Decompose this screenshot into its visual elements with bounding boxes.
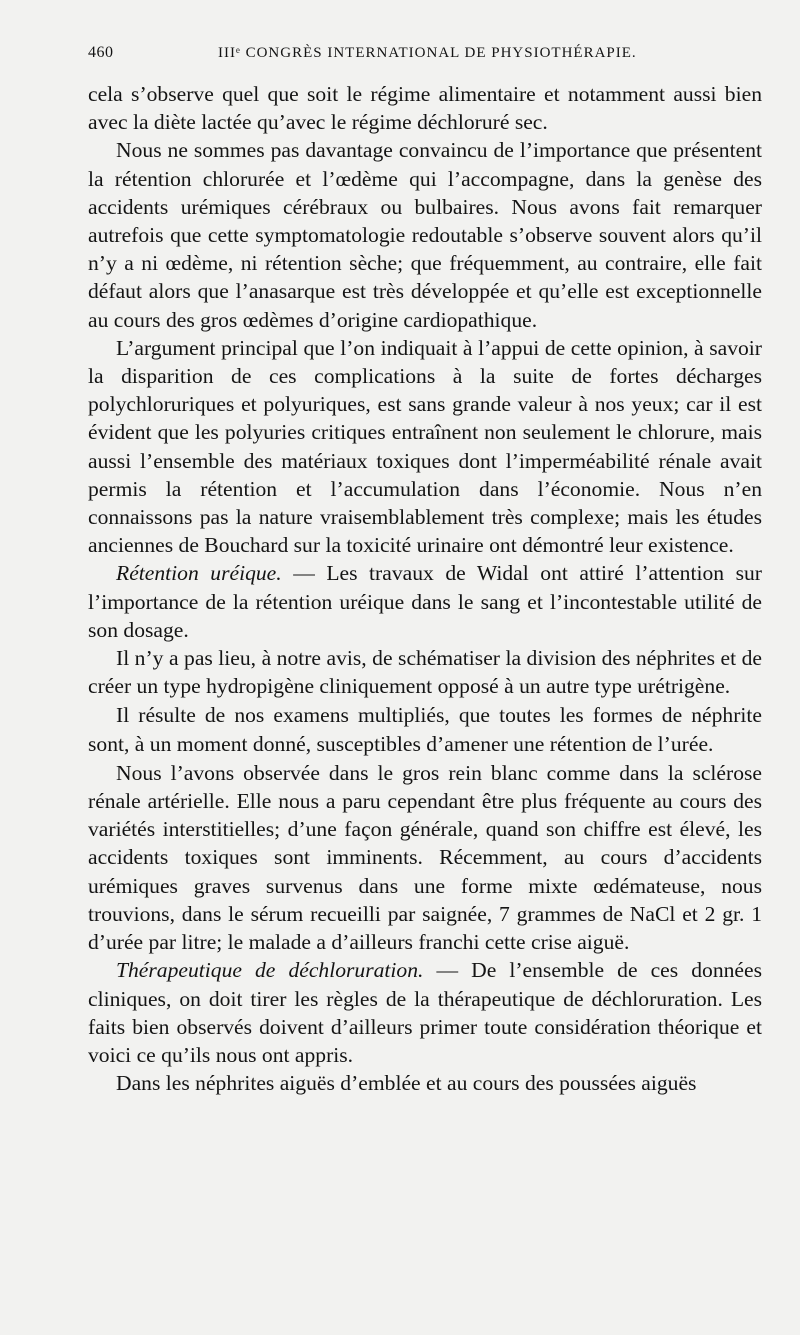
section-heading: Thérapeutique de déchloruration. <box>116 958 424 983</box>
page-number: 460 <box>88 44 114 61</box>
paragraph <box>88 136 762 333</box>
paragraph <box>88 701 762 757</box>
paragraph <box>88 334 762 560</box>
paragraph-text: Dans les néphrites aiguës d’emblée et au cours des poussées aiguës <box>116 1071 697 1096</box>
paragraph-text: — De l’ensemble de ces données cliniques, on doit tirer les règles de la thérapeutique de déchloruration. Les faits bien observés doivent d’ailleurs primer toute considération théorique et voici ce qu’ils nous ont appris. <box>88 958 762 1067</box>
running-head <box>88 44 762 68</box>
paragraph-text: Il n’y a pas lieu, à notre avis, de schématiser la division des néphrites et de créer un type hydropigène cliniquement opposé à un autre type urétrigène. <box>88 646 762 699</box>
paragraph <box>88 759 762 956</box>
paragraph <box>88 956 762 1069</box>
paragraph <box>88 1069 762 1097</box>
running-title: IIIᵉ CONGRÈS INTERNATIONAL DE PHYSIOTHÉRAPIE. <box>218 45 637 61</box>
paragraph <box>88 559 762 644</box>
paragraph <box>88 644 762 700</box>
paragraph-text: Il résulte de nos examens multipliés, que toutes les formes de néphrite sont, à un moment donné, susceptibles d’amener une rétention de l’urée. <box>88 703 762 756</box>
paragraph-text: L’argument principal que l’on indiquait à l’appui de cette opinion, à savoir la disparition de ces complications à la suite de fortes décharges polychloruriques et polyuriques, est sans grande valeur à nos yeux; car il est évident que les polyuries critiques entraînent non seulement le chlorure, mais aussi l’ensemble des matériaux toxiques dont l’imperméabilité rénale avait permis la rétention et l’accumulation dans l’économie. Nous n’en connaissons pas la nature vraisemblablement très complexe; mais les études anciennes de Bouchard sur la toxicité urinaire ont démontré leur existence. <box>88 335 762 558</box>
section-heading: Rétention uréique. <box>116 561 282 586</box>
paragraph <box>88 80 762 136</box>
paragraph-text: Nous l’avons observée dans le gros rein blanc comme dans la sclérose rénale artérielle. Elle nous a paru cependant être plus fréquente au cours des variétés interstitielles; d’une façon générale, quand son chiffre est élevé, les accidents toxiques sont imminents. Récemment, au cours d’accidents urémiques graves survenus dans une forme mixte œdémateuse, nous trouvions, dans le sérum recueilli par saignée, 7 grammes de NaCl et 2 gr. 1 d’urée par litre; le malade a d’ailleurs franchi cette crise aiguë. <box>88 760 762 955</box>
paragraph-text: — Les travaux de Widal ont attiré l’attention sur l’importance de la rétention uréique dans le sang et l’incontestable utilité de son dosage. <box>88 561 762 642</box>
body-text <box>88 80 762 1097</box>
paragraph-text: Nous ne sommes pas davantage convaincu de l’importance que présentent la rétention chlorurée et l’œdème qui l’accompagne, dans la genèse des accidents urémiques cérébraux ou bulbaires. Nous avons fait remarquer autrefois que cette symptomatologie redoutable s’observe souvent alors qu’il n’y a ni œdème, ni rétention sèche; que fréquemment, au contraire, elle fait défaut alors que l’anasarque est très développée et qu’elle est exceptionnelle au cours des gros œdèmes d’origine cardiopathique. <box>88 138 762 332</box>
paragraph-text: cela s’observe quel que soit le régime alimentaire et notamment aussi bien avec la diète lactée qu’avec le régime déchloruré sec. <box>88 82 762 135</box>
